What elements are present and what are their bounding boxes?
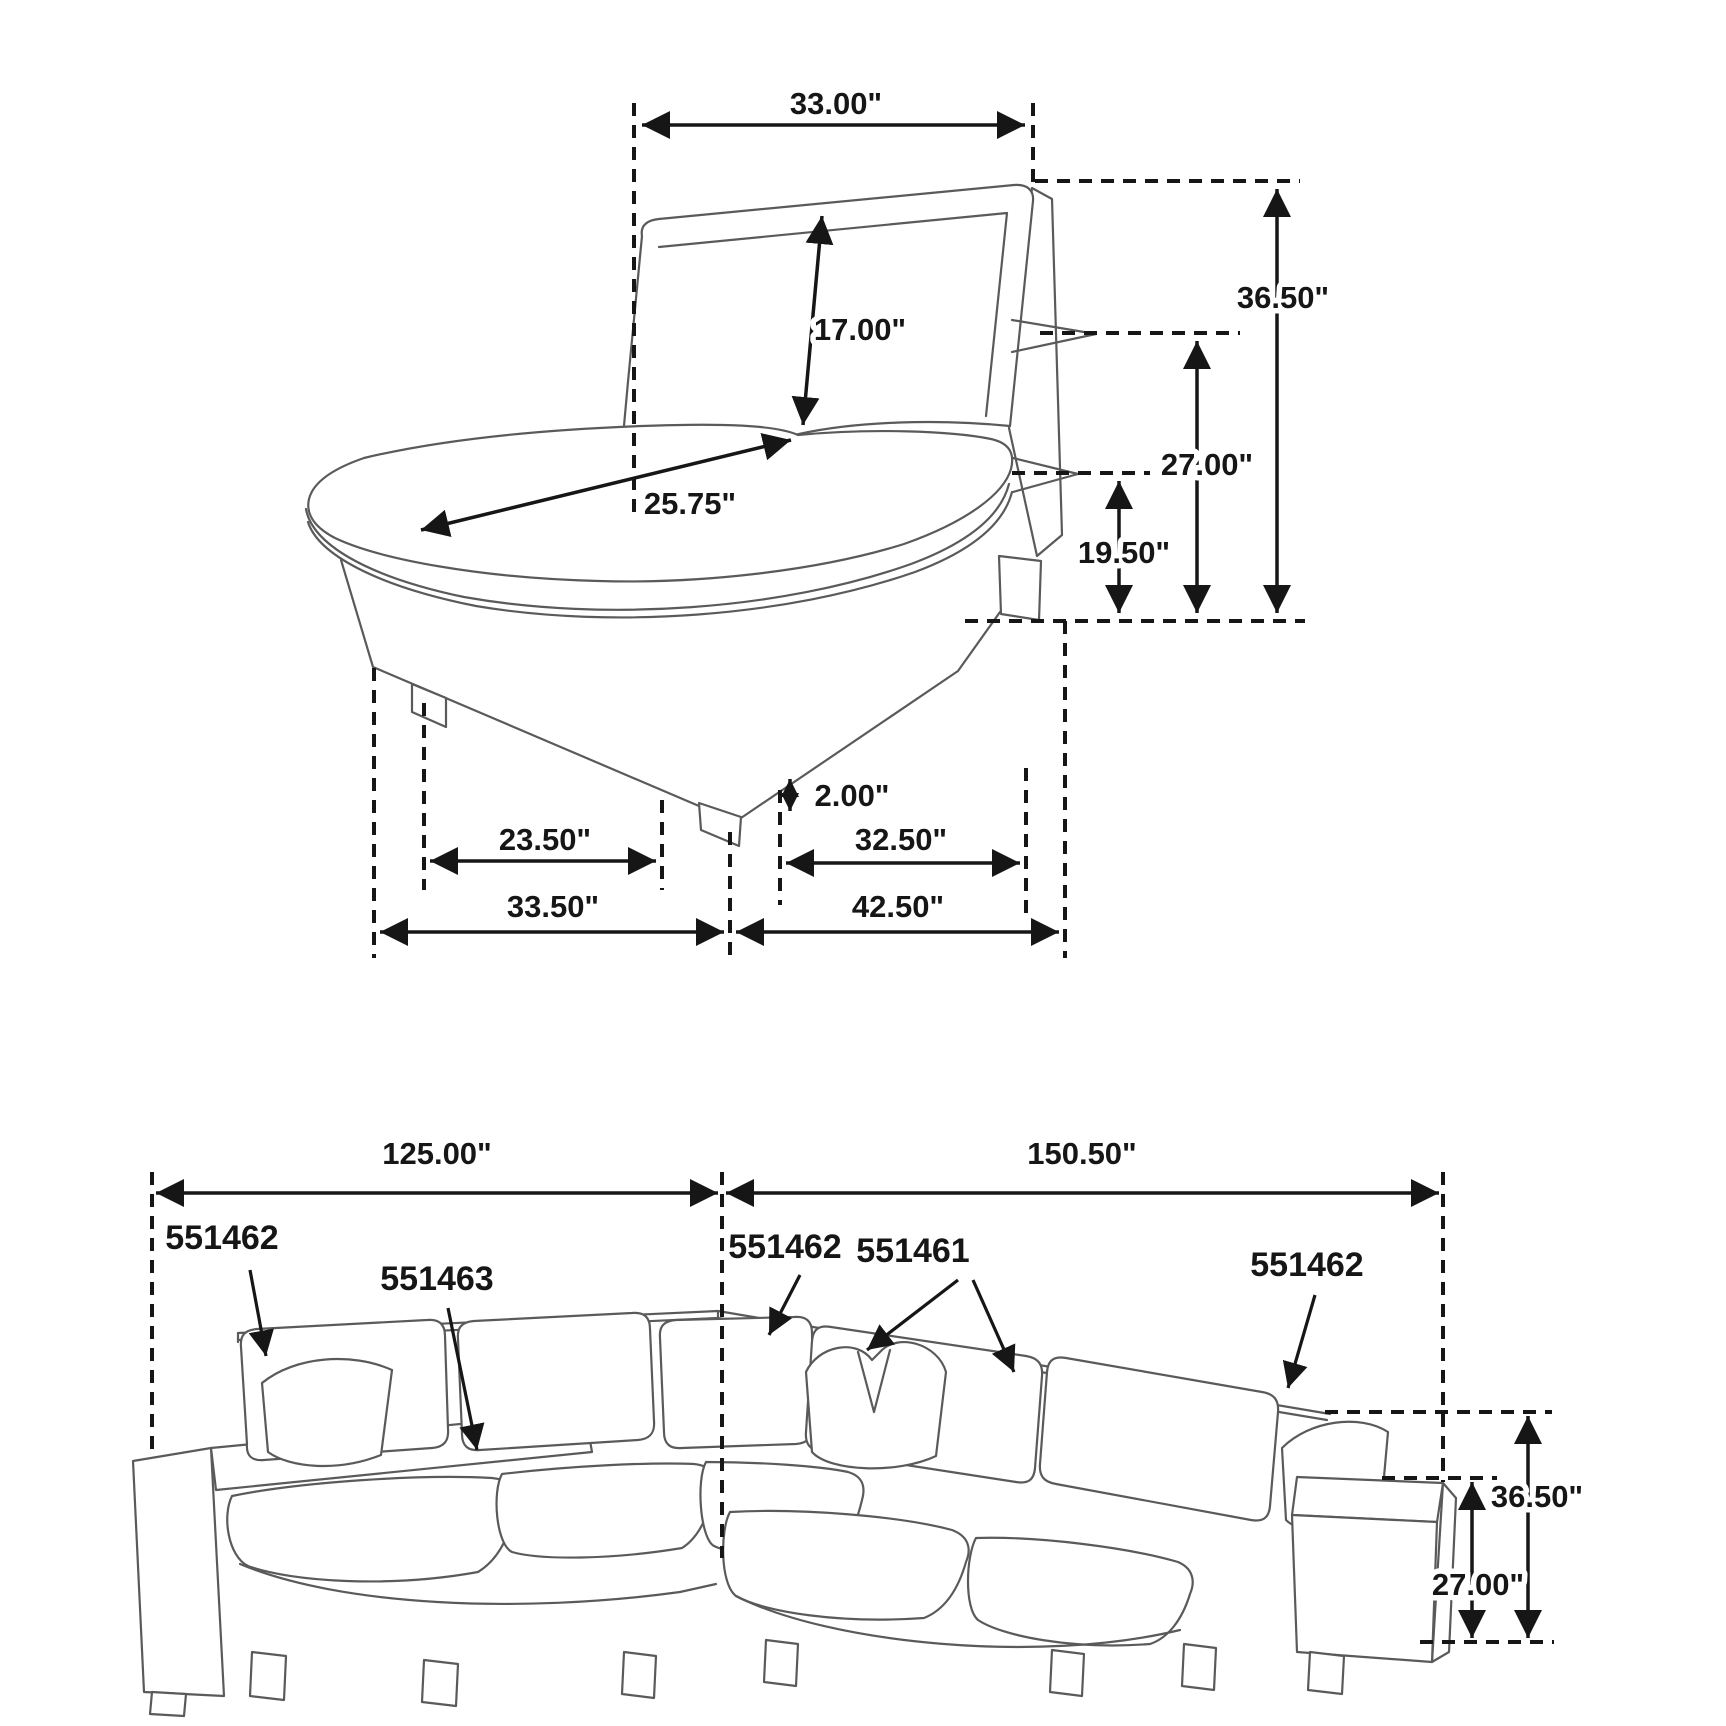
dim-leg-span-width: 23.50"	[498, 822, 592, 857]
dim-sectional-overall-height: 36.50"	[1490, 1479, 1584, 1514]
dim-seat-depth: 25.75"	[643, 486, 737, 521]
dim-leg-height: 2.00"	[814, 778, 890, 813]
sectional-line-art	[133, 1311, 1456, 1716]
part-label-corner: 551462	[728, 1228, 842, 1266]
dim-back-height: 27.00"	[1160, 447, 1254, 482]
dim-back-cushion: 17.00"	[813, 312, 907, 347]
dim-seat-height: 19.50"	[1077, 535, 1171, 570]
dim-back-width: 33.00"	[789, 86, 883, 121]
dim-overall-height: 36.50"	[1236, 280, 1330, 315]
part-label-armless: 551463	[380, 1260, 494, 1298]
dim-overall-depth: 42.50"	[851, 889, 945, 924]
part-label-left-arm: 551462	[165, 1219, 279, 1257]
part-label-right-arm: 551462	[1250, 1246, 1364, 1284]
dim-sectional-left-width: 125.00"	[382, 1136, 492, 1171]
dim-sectional-right-width: 150.50"	[1027, 1136, 1137, 1171]
dim-sectional-arm-height: 27.00"	[1431, 1567, 1525, 1602]
dim-overall-width: 33.50"	[506, 889, 600, 924]
part-label-middle: 551461	[856, 1232, 970, 1270]
dim-leg-span-depth: 32.50"	[854, 822, 948, 857]
